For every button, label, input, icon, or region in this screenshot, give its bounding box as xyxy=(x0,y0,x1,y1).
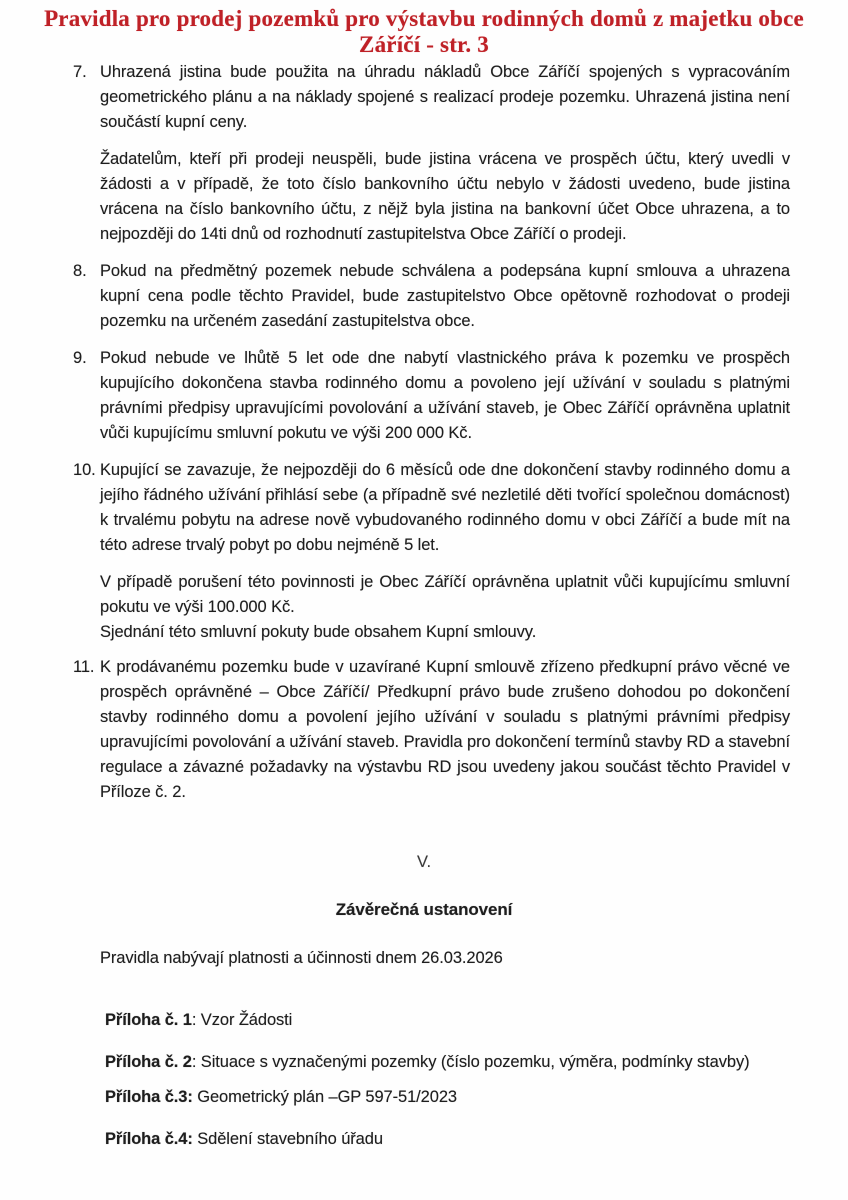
attachment-4-label: Příloha č.4: xyxy=(105,1130,193,1148)
clause-8 xyxy=(0,259,848,334)
clause-7 xyxy=(0,60,848,247)
attachment-1 xyxy=(0,1008,848,1033)
clause-8-number: 8. xyxy=(73,262,87,280)
document-title xyxy=(0,0,848,58)
clause-list xyxy=(0,60,848,805)
attachment-3-label: Příloha č.3: xyxy=(105,1088,193,1106)
attachment-2-label: Příloha č. 2 xyxy=(105,1053,192,1071)
clause-7-paragraph-1: Uhrazená jistina bude použita na úhradu nákladů Obce Záříčí spojených s vypracováním geometrického plánu a na náklady spojené s realizací prodeje pozemku. Uhrazená jistina není součástí kupní ceny. xyxy=(100,63,790,131)
clause-10 xyxy=(0,458,848,645)
attachment-2-text: : Situace s vyznačenými pozemky (číslo pozemku, výměra, podmínky stavby) xyxy=(191,1053,750,1071)
attachment-list xyxy=(0,1008,848,1152)
clause-10-paragraph-1: Kupující se zavazuje, že nejpozději do 6 měsíců ode dne dokončení stavby rodinného domu a jejího řádného užívání přihlásí sebe (a případně své nezletilé děti tvořící společnou domácnost) k trvalému pobytu na adrese nově vybudovaného rodinného domu v obci Záříčí a bude mít na této adrese trvalý pobyt po dobu nejméně 5 let. xyxy=(100,461,790,554)
clause-10-paragraph-3: Sjednání této smluvní pokuty bude obsahem Kupní smlouvy. xyxy=(100,623,537,641)
clause-8-paragraph-1: Pokud na předmětný pozemek nebude schválena a podepsána kupní smlouva a uhrazena kupní cena podle těchto Pravidel, bude zastupitelstvo Obce opětovně rozhodovat o prodeji pozemku na určeném zasedání zastupitelstva obce. xyxy=(100,262,790,330)
attachment-3-text: Geometrický plán –GP 597-51/2023 xyxy=(192,1088,457,1106)
section-numeral: V. xyxy=(416,853,432,871)
document-title-line-1: Pravidla pro prodej pozemků pro výstavbu rodinných domů z majetku obce xyxy=(44,6,804,31)
section-heading: Závěrečná ustanovení xyxy=(335,900,513,919)
clause-9-number: 9. xyxy=(73,349,87,367)
clause-11 xyxy=(0,655,848,805)
clause-10-body xyxy=(100,458,790,645)
attachment-1-label: Příloha č. 1 xyxy=(105,1011,192,1029)
clause-10-paragraph-2: V případě porušení této povinnosti je Obec Záříčí oprávněna uplatnit vůči kupujícímu smluvní pokutu ve výši 100.000 Kč. xyxy=(100,573,790,616)
effective-date-line: Pravidla nabývají platnosti a účinnosti dnem 26.03.2026 xyxy=(100,949,503,967)
clause-11-body xyxy=(100,655,790,805)
attachment-2 xyxy=(0,1050,848,1075)
clause-9 xyxy=(0,346,848,446)
clause-11-paragraph-1: K prodávanému pozemku bude v uzavírané Kupní smlouvě zřízeno předkupní právo věcné ve prospěch oprávněné – Obce Záříčí/ Předkupní právo bude zrušeno dohodou po dokončení stavby rodinného domu a povolení jejího užívání v souladu s platnými právními předpisy upravujícími povolování a užívání staveb. Pravidla pro dokončení termínů stavby RD a stavební regulace a závazné požadavky na výstavbu RD jsou uvedeny jakou součást těchto Pravidel v Příloze č. 2. xyxy=(100,658,790,801)
clause-7-body xyxy=(100,60,790,247)
clause-11-number: 11. xyxy=(73,658,95,676)
attachment-1-text: : Vzor Žádosti xyxy=(191,1011,293,1029)
clause-9-body xyxy=(100,346,790,446)
document-title-line-2: Záříčí - str. 3 xyxy=(359,32,489,57)
clause-8-body xyxy=(100,259,790,334)
attachment-3 xyxy=(0,1085,848,1110)
clause-9-paragraph-1: Pokud nebude ve lhůtě 5 let ode dne nabytí vlastnického práva k pozemku ve prospěch kupujícího dokončena stavba rodinného domu a povoleno její užívání v souladu s platnými právními předpisy upravujícími povolování a užívání staveb, je Obec Záříčí oprávněna uplatnit vůči kupujícímu smluvní pokutu ve výši 200 000 Kč. xyxy=(100,349,790,442)
attachment-4-text: Sdělení stavebního úřadu xyxy=(192,1130,383,1148)
clause-7-paragraph-2: Žadatelům, kteří při prodeji neuspěli, bude jistina vrácena ve prospěch účtu, který uvedli v žádosti a v případě, že toto číslo bankovního účtu nebylo v žádosti uvedeno, bude jistina vrácena na číslo bankovního účtu, z nějž byla jistina na bankovní účet Obce uhrazena, a to nejpozději do 14ti dnů od rozhodnutí zastupitelstva Obce Záříčí o prodeji. xyxy=(100,150,790,243)
attachment-4 xyxy=(0,1127,848,1152)
clause-10-number: 10. xyxy=(73,461,96,479)
clause-7-number: 7. xyxy=(73,63,87,81)
